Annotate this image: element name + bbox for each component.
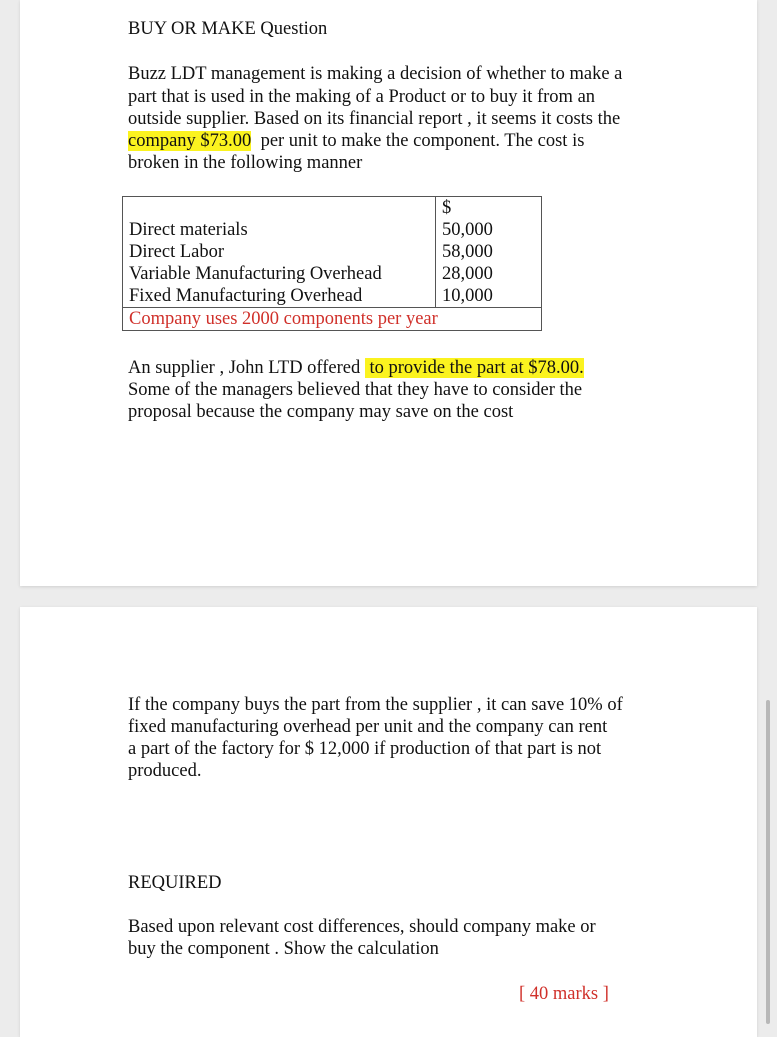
table-currency-header: $	[436, 197, 542, 220]
document-page-1	[20, 0, 757, 586]
question-title: BUY OR MAKE Question	[128, 19, 328, 39]
savings-line-1: If the company buys the part from the supplier , it can save 10% of	[128, 695, 623, 715]
supplier-line-3: proposal because the company may save on the cost	[128, 402, 514, 422]
cost-label: Direct materials	[123, 219, 436, 241]
question-line-1: Based upon relevant cost differences, should company make or	[128, 917, 596, 937]
table-row	[123, 285, 542, 308]
table-row	[123, 263, 542, 285]
required-heading: REQUIRED	[128, 873, 222, 893]
intro-line-4-rest: per unit to make the component. The cost is	[251, 131, 585, 151]
cost-value: 58,000	[436, 241, 542, 263]
intro-line-3: outside supplier. Based on its financial report , it seems it costs the	[128, 109, 621, 129]
cost-label: Variable Manufacturing Overhead	[123, 263, 436, 285]
cost-value: 50,000	[436, 219, 542, 241]
table-header-row	[123, 197, 542, 220]
document-page-2	[20, 607, 757, 1037]
cost-value: 28,000	[436, 263, 542, 285]
cost-label: Fixed Manufacturing Overhead	[123, 285, 436, 308]
cost-highlight: company $73.00	[128, 131, 252, 151]
question-line-2: buy the component . Show the calculation	[128, 939, 439, 959]
cost-table	[122, 196, 542, 331]
supplier-prefix: An supplier , John LTD offered	[128, 358, 365, 378]
cost-value: 10,000	[436, 285, 542, 308]
scrollbar[interactable]	[766, 700, 770, 1024]
marks-label: [ 40 marks ]	[519, 984, 609, 1004]
supplier-price-highlight: to provide the part at $78.00.	[364, 358, 584, 378]
savings-line-3: a part of the factory for $ 12,000 if production of that part is not	[128, 739, 602, 759]
supplier-line-1	[128, 357, 584, 380]
table-row	[123, 219, 542, 241]
savings-line-4: produced.	[128, 761, 202, 781]
table-header-label	[123, 197, 436, 220]
table-row	[123, 241, 542, 263]
intro-line-2: part that is used in the making of a Product or to buy it from an	[128, 87, 596, 107]
supplier-line-2: Some of the managers believed that they have to consider the	[128, 380, 583, 400]
intro-line-1: Buzz LDT management is making a decision of whether to make a	[128, 64, 623, 84]
savings-line-2: fixed manufacturing overhead per unit and the company can rent	[128, 717, 608, 737]
intro-line-4	[128, 130, 584, 153]
cost-label: Direct Labor	[123, 241, 436, 263]
table-note-row	[123, 308, 542, 331]
components-note: Company uses 2000 components per year	[123, 308, 542, 331]
intro-line-5: broken in the following manner	[128, 153, 363, 173]
